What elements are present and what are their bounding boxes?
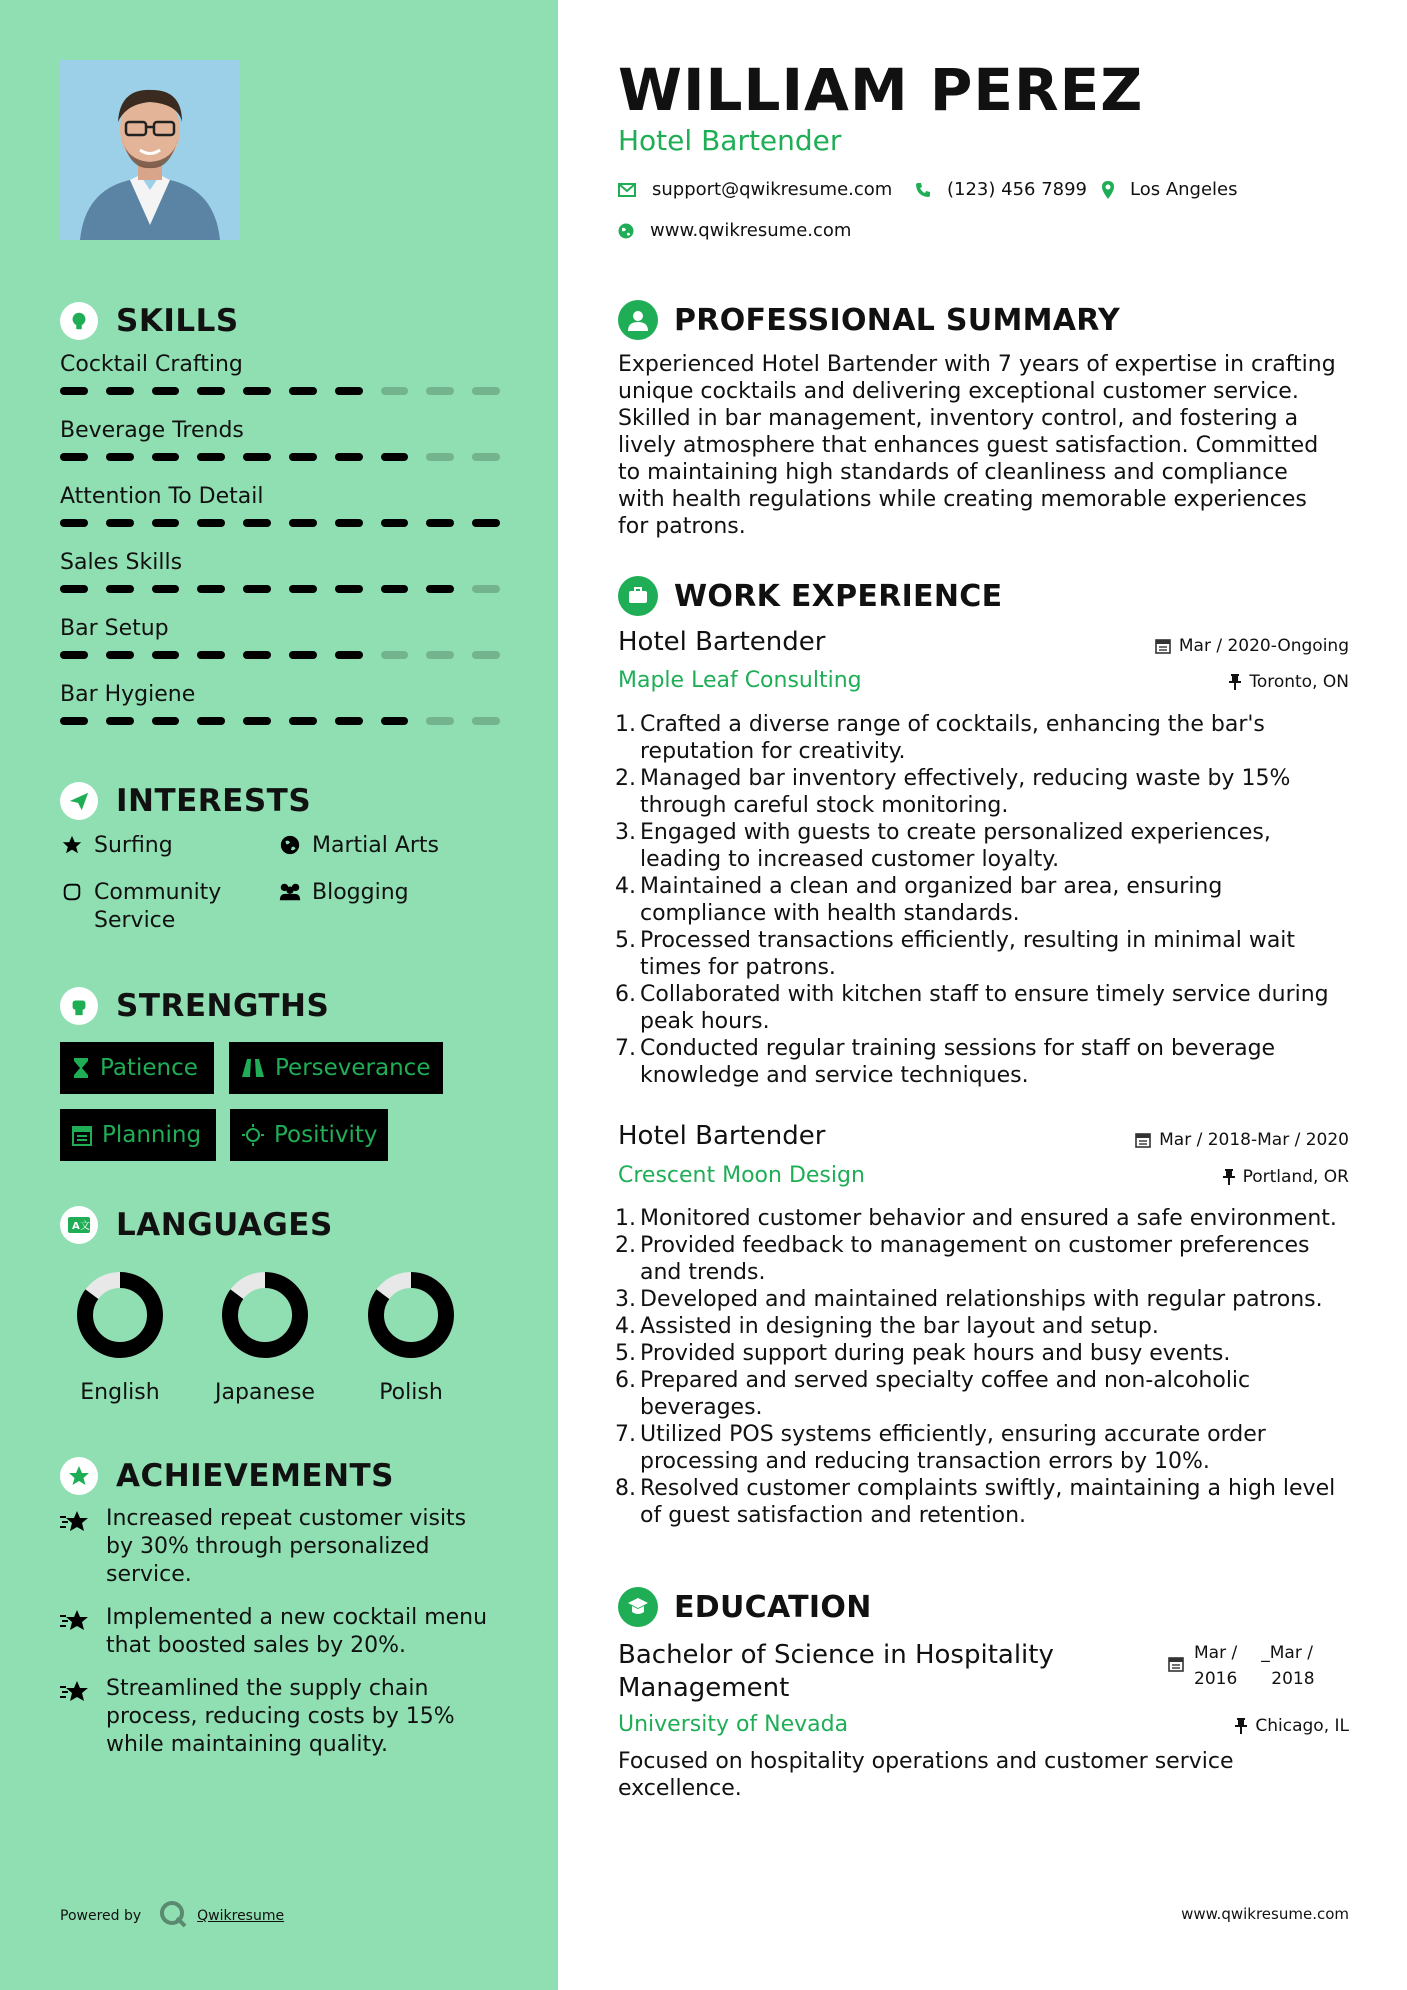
- responsibility-line: peak hours.: [640, 1009, 770, 1034]
- qwikresume-logo-icon: [159, 1900, 187, 1932]
- language-proficiency-ring: [366, 1270, 456, 1360]
- strength-chip: [229, 1042, 443, 1094]
- star-icon: [60, 832, 84, 856]
- language-name: Polish: [379, 1380, 443, 1405]
- skill-level-segment: [426, 717, 454, 725]
- responsibility-line: Resolved customer complaints swiftly, maintaining a high level: [640, 1476, 1336, 1501]
- achievements-header: [60, 1457, 394, 1495]
- job-responsibilities: [614, 711, 1359, 1089]
- contact-location: [1102, 179, 1238, 200]
- sidebar: [0, 0, 558, 1990]
- responsibility-item: [614, 711, 1359, 765]
- skill-level-segment: [152, 519, 180, 527]
- skill-level-segment: [426, 453, 454, 461]
- skill-level-segment: [152, 453, 180, 461]
- list-number: 5.: [615, 928, 636, 953]
- pushpin-icon: [1229, 674, 1241, 690]
- skill-level-segment: [197, 585, 225, 593]
- responsibility-line: of guest satisfaction and retention.: [640, 1503, 1027, 1528]
- school-name: University of Nevada: [618, 1712, 849, 1737]
- skill-level-segment: [152, 651, 180, 659]
- skill-name: Sales Skills: [60, 550, 183, 575]
- list-number: 6.: [615, 982, 636, 1007]
- skill-level-segment: [381, 585, 409, 593]
- list-number: 2.: [615, 766, 636, 791]
- skill-level-segment: [243, 453, 271, 461]
- skill-level-segment: [243, 717, 271, 725]
- summary-line: Experienced Hotel Bartender with 7 years of expertise in crafting: [618, 352, 1336, 377]
- list-number: 3.: [615, 1287, 636, 1312]
- responsibility-line: leading to increased customer loyalty.: [640, 847, 1060, 872]
- email-text[interactable]: support@qwikresume.com: [652, 179, 893, 200]
- responsibility-line: compliance with health standards.: [640, 901, 1020, 926]
- road-icon: [241, 1058, 265, 1078]
- shooting-star-icon: [60, 1675, 90, 1759]
- skill-row: [60, 616, 500, 659]
- job-company: Maple Leaf Consulting: [618, 668, 862, 693]
- skill-level-segment: [381, 453, 409, 461]
- skill-level-segment: [472, 453, 500, 461]
- job-responsibilities: [614, 1205, 1359, 1529]
- phone-text[interactable]: (123) 456 7899: [947, 179, 1088, 200]
- summary-text: [618, 351, 1358, 540]
- user-icon: [618, 300, 658, 340]
- list-number: 7.: [615, 1036, 636, 1061]
- experience-header: [618, 576, 1002, 616]
- responsibility-item: [614, 1232, 1359, 1286]
- education-location: [1235, 1716, 1349, 1736]
- skill-level-segment: [197, 387, 225, 395]
- responsibility-line: Crafted a diverse range of cocktails, enhancing the bar's: [640, 712, 1265, 737]
- skill-level-segment: [243, 585, 271, 593]
- skill-level-segment: [381, 717, 409, 725]
- skill-level-segment: [426, 519, 454, 527]
- interest-item: [278, 879, 409, 907]
- strength-label: Patience: [100, 1055, 198, 1081]
- degree-line2: Management: [618, 1673, 790, 1703]
- responsibility-line: beverages.: [640, 1395, 763, 1420]
- edu-end-month: _Mar /: [1261, 1643, 1313, 1663]
- profile-photo: [60, 60, 240, 240]
- list-number: 6.: [615, 1368, 636, 1393]
- achievement-item: [60, 1675, 510, 1759]
- fist-icon: [60, 987, 98, 1025]
- responsibility-line: reputation for creativity.: [640, 739, 906, 764]
- job-title: Hotel Bartender: [618, 627, 826, 657]
- skill-level-segment: [60, 453, 88, 461]
- skill-level-bar: [60, 651, 500, 659]
- language-proficiency-ring: [220, 1270, 310, 1360]
- interest-label: Surfing: [94, 833, 173, 858]
- interests-header: [60, 782, 311, 820]
- interest-label: Blogging: [312, 880, 409, 905]
- job-dates: [1155, 636, 1349, 656]
- calendar-icon: [1135, 1132, 1151, 1148]
- skills-title: SKILLS: [116, 303, 239, 339]
- skill-level-segment: [472, 651, 500, 659]
- strength-label: Perseverance: [275, 1055, 431, 1081]
- skill-level-segment: [152, 387, 180, 395]
- language-item: [205, 1270, 325, 1405]
- shooting-star-icon: [60, 1604, 90, 1660]
- responsibility-item: [614, 1340, 1359, 1367]
- candidate-role: Hotel Bartender: [618, 124, 842, 157]
- strength-chip: [60, 1042, 214, 1094]
- envelope-icon: [618, 183, 636, 197]
- achievement-item: [60, 1604, 510, 1660]
- languages-header: [60, 1206, 333, 1244]
- job-dates-text: Mar / 2020-Ongoing: [1178, 636, 1349, 656]
- list-number: 5.: [615, 1341, 636, 1366]
- skill-name: Beverage Trends: [60, 418, 244, 443]
- skill-level-segment: [426, 585, 454, 593]
- interest-label: Martial Arts: [312, 833, 440, 858]
- strength-chip: [60, 1109, 216, 1161]
- language-name: English: [80, 1380, 160, 1405]
- language-item: [351, 1270, 471, 1405]
- job-company: Crescent Moon Design: [618, 1163, 865, 1188]
- job-location: [1223, 1167, 1349, 1187]
- list-number: 4.: [615, 1314, 636, 1339]
- responsibility-line: Assisted in designing the bar layout and setup.: [640, 1314, 1159, 1339]
- skill-level-segment: [335, 651, 363, 659]
- responsibility-item: [614, 1421, 1359, 1475]
- job-location-text: Toronto, ON: [1249, 672, 1349, 692]
- skill-level-segment: [289, 519, 317, 527]
- responsibility-line: Collaborated with kitchen staff to ensure timely service during: [640, 982, 1329, 1007]
- responsibility-item: [614, 1367, 1359, 1421]
- achievement-item: [60, 1505, 510, 1589]
- shooting-star-icon: [60, 1505, 90, 1589]
- summary-line: unique cocktails and delivering exceptional customer service.: [618, 379, 1299, 404]
- skill-level-segment: [472, 387, 500, 395]
- skill-row: [60, 484, 500, 527]
- skill-row: [60, 352, 500, 395]
- skill-level-segment: [243, 651, 271, 659]
- svg-text:A: A: [72, 1221, 80, 1232]
- education-dates: [1168, 1640, 1315, 1692]
- job-title: Hotel Bartender: [618, 1121, 826, 1151]
- strengths-header: [60, 987, 329, 1025]
- edu-desc-line2: excellence.: [618, 1776, 742, 1801]
- responsibility-line: Managed bar inventory effectively, reducing waste by 15%: [640, 766, 1291, 791]
- skill-level-bar: [60, 717, 500, 725]
- skill-level-segment: [335, 453, 363, 461]
- degree-line1: Bachelor of Science in Hospitality: [618, 1640, 1054, 1670]
- strength-chip: [230, 1109, 388, 1161]
- skill-level-segment: [381, 387, 409, 395]
- summary-line: for patrons.: [618, 514, 746, 539]
- responsibility-line: Engaged with guests to create personalized experiences,: [640, 820, 1271, 845]
- achievements-title: ACHIEVEMENTS: [116, 1458, 395, 1494]
- powered-by-text: Powered by: [60, 1908, 142, 1924]
- job-dates-text: Mar / 2018-Mar / 2020: [1159, 1130, 1349, 1150]
- location-text: Los Angeles: [1130, 179, 1238, 200]
- skill-level-segment: [472, 717, 500, 725]
- list-number: 2.: [615, 1233, 636, 1258]
- phone-icon: [915, 182, 931, 198]
- language-proficiency-ring: [75, 1270, 165, 1360]
- briefcase-icon: [618, 576, 658, 616]
- strengths-title: STRENGTHS: [116, 988, 330, 1024]
- calendar-icon: [1155, 638, 1171, 654]
- education-title: EDUCATION: [674, 1589, 872, 1625]
- skill-level-segment: [289, 585, 317, 593]
- strength-label: Planning: [102, 1122, 202, 1148]
- globe-icon: [618, 223, 634, 239]
- skill-name: Bar Setup: [60, 616, 169, 641]
- responsibility-line: Provided feedback to management on customer preferences: [640, 1233, 1310, 1258]
- skill-level-bar: [60, 453, 500, 461]
- achievement-line: service.: [106, 1562, 192, 1587]
- qwikresume-link[interactable]: Qwikresume: [197, 1908, 285, 1924]
- edu-start-month: Mar /: [1194, 1643, 1238, 1663]
- responsibility-line: Maintained a clean and organized bar area, ensuring: [640, 874, 1223, 899]
- responsibility-line: Processed transactions efficiently, resulting in minimal wait: [640, 928, 1296, 953]
- skill-level-segment: [106, 387, 134, 395]
- strength-label: Positivity: [274, 1122, 378, 1148]
- calendar-icon: [1168, 1654, 1184, 1680]
- degree-title: [618, 1639, 1054, 1705]
- skill-row: [60, 682, 500, 725]
- education-location-text: Chicago, IL: [1255, 1716, 1349, 1736]
- interests-title: INTERESTS: [116, 783, 312, 819]
- map-pin-icon: [1102, 181, 1114, 199]
- calendar-icon: [72, 1124, 92, 1146]
- hand-icon: [60, 879, 84, 903]
- list-number: 7.: [615, 1422, 636, 1447]
- responsibility-item: [614, 1205, 1359, 1232]
- users-icon: [278, 879, 302, 903]
- skill-name: Attention To Detail: [60, 484, 264, 509]
- responsibility-line: through careful stock monitoring.: [640, 793, 1009, 818]
- skill-level-segment: [197, 453, 225, 461]
- skill-level-segment: [289, 717, 317, 725]
- skill-level-bar: [60, 585, 500, 593]
- footer-url[interactable]: www.qwikresume.com: [1181, 1905, 1349, 1923]
- contact-phone: [915, 179, 1087, 200]
- edu-end-year: 2018: [1271, 1669, 1315, 1689]
- svg-text:文: 文: [80, 1221, 90, 1232]
- contact-website: [618, 220, 851, 241]
- skill-level-segment: [152, 585, 180, 593]
- summary-line: lively atmosphere that enhances guest satisfaction. Committed: [618, 433, 1319, 458]
- language-icon: [60, 1206, 98, 1244]
- paper-plane-icon: [60, 782, 98, 820]
- skill-level-segment: [106, 453, 134, 461]
- responsibility-item: [614, 1286, 1359, 1313]
- graduate-icon: [618, 1587, 658, 1627]
- skill-name: Bar Hygiene: [60, 682, 196, 707]
- skill-name: Cocktail Crafting: [60, 352, 243, 377]
- responsibility-line: Utilized POS systems efficiently, ensuring accurate order: [640, 1422, 1266, 1447]
- skill-level-segment: [60, 651, 88, 659]
- interest-item: [60, 879, 221, 935]
- responsibility-item: [614, 927, 1359, 981]
- summary-title: PROFESSIONAL SUMMARY: [674, 302, 1121, 338]
- responsibility-line: processing and reducing transaction errors by 10%.: [640, 1449, 1210, 1474]
- interest-item: [60, 832, 173, 860]
- skill-level-segment: [289, 453, 317, 461]
- list-number: 3.: [615, 820, 636, 845]
- skill-level-segment: [472, 519, 500, 527]
- skill-level-segment: [472, 585, 500, 593]
- summary-line: Skilled in bar management, inventory control, and fostering a: [618, 406, 1299, 431]
- skill-level-bar: [60, 387, 500, 395]
- hourglass-icon: [72, 1057, 90, 1079]
- summary-line: with health regulations while creating memorable experiences: [618, 487, 1307, 512]
- skill-level-segment: [106, 651, 134, 659]
- pushpin-icon: [1235, 1718, 1247, 1734]
- skill-level-segment: [243, 519, 271, 527]
- skill-level-segment: [289, 387, 317, 395]
- education-header: [618, 1587, 872, 1627]
- responsibility-line: times for patrons.: [640, 955, 836, 980]
- responsibility-item: [614, 819, 1359, 873]
- skill-level-segment: [60, 585, 88, 593]
- responsibility-line: and trends.: [640, 1260, 766, 1285]
- education-description: [618, 1748, 1358, 1802]
- achievement-line: that boosted sales by 20%.: [106, 1633, 407, 1658]
- edu-desc-line1: Focused on hospitality operations and customer service: [618, 1749, 1234, 1774]
- languages-title: LANGUAGES: [116, 1207, 333, 1243]
- skill-level-segment: [152, 717, 180, 725]
- skill-level-segment: [197, 717, 225, 725]
- job-location: [1229, 672, 1349, 692]
- summary-line: to maintaining high standards of cleanliness and compliance: [618, 460, 1288, 485]
- experience-title: WORK EXPERIENCE: [674, 578, 1003, 614]
- responsibility-line: knowledge and service techniques.: [640, 1063, 1029, 1088]
- star-badge-icon: [60, 1457, 98, 1495]
- responsibility-item: [614, 1475, 1359, 1529]
- responsibility-item: [614, 1035, 1359, 1089]
- globe-icon: [278, 832, 302, 856]
- language-item: [60, 1270, 180, 1405]
- skill-level-segment: [426, 387, 454, 395]
- summary-header: [618, 300, 1120, 340]
- skill-level-segment: [335, 387, 363, 395]
- responsibility-item: [614, 981, 1359, 1035]
- lightbulb-icon: [60, 302, 98, 340]
- contact-email: [618, 179, 892, 200]
- achievement-line: while maintaining quality.: [106, 1732, 388, 1757]
- language-name: Japanese: [215, 1380, 315, 1405]
- achievement-line: Increased repeat customer visits: [106, 1506, 467, 1531]
- list-number: 4.: [615, 874, 636, 899]
- skill-level-segment: [381, 519, 409, 527]
- job-dates: [1135, 1130, 1349, 1150]
- responsibility-item: [614, 765, 1359, 819]
- skill-level-segment: [335, 585, 363, 593]
- pushpin-icon: [1223, 1169, 1235, 1185]
- interest-item: [278, 832, 439, 860]
- skill-level-segment: [381, 651, 409, 659]
- interest-label-line1: Community: [94, 880, 222, 905]
- responsibility-line: Monitored customer behavior and ensured a safe environment.: [640, 1206, 1337, 1231]
- responsibility-item: [614, 873, 1359, 927]
- responsibility-line: Conducted regular training sessions for staff on beverage: [640, 1036, 1276, 1061]
- skill-level-segment: [197, 651, 225, 659]
- achievement-line: by 30% through personalized: [106, 1534, 430, 1559]
- skill-level-segment: [60, 519, 88, 527]
- sun-icon: [242, 1124, 264, 1146]
- list-number: 1.: [615, 712, 636, 737]
- skill-level-segment: [106, 717, 134, 725]
- skill-level-segment: [60, 387, 88, 395]
- skill-level-segment: [426, 651, 454, 659]
- skill-level-segment: [243, 387, 271, 395]
- responsibility-line: Provided support during peak hours and busy events.: [640, 1341, 1231, 1366]
- skill-level-segment: [60, 717, 88, 725]
- achievement-line: Streamlined the supply chain: [106, 1676, 429, 1701]
- skill-level-segment: [335, 717, 363, 725]
- skills-header: [60, 302, 239, 340]
- achievement-line: process, reducing costs by 15%: [106, 1704, 455, 1729]
- skill-level-segment: [289, 651, 317, 659]
- skill-row: [60, 418, 500, 461]
- skill-level-segment: [106, 519, 134, 527]
- job-location-text: Portland, OR: [1242, 1167, 1349, 1187]
- powered-by: [60, 1900, 284, 1932]
- edu-start-year: 2016: [1194, 1669, 1238, 1689]
- list-number: 1.: [615, 1206, 636, 1231]
- interest-label-line2: Service: [94, 908, 176, 933]
- responsibility-item: [614, 1313, 1359, 1340]
- candidate-name: WILLIAM PEREZ: [618, 56, 1144, 124]
- skill-level-segment: [197, 519, 225, 527]
- skill-level-bar: [60, 519, 500, 527]
- skill-level-segment: [106, 585, 134, 593]
- skill-row: [60, 550, 500, 593]
- list-number: 8.: [615, 1476, 636, 1501]
- achievement-line: Implemented a new cocktail menu: [106, 1605, 488, 1630]
- skill-level-segment: [335, 519, 363, 527]
- responsibility-line: Prepared and served specialty coffee and non-alcoholic: [640, 1368, 1251, 1393]
- website-text[interactable]: www.qwikresume.com: [650, 220, 852, 241]
- responsibility-line: Developed and maintained relationships with regular patrons.: [640, 1287, 1323, 1312]
